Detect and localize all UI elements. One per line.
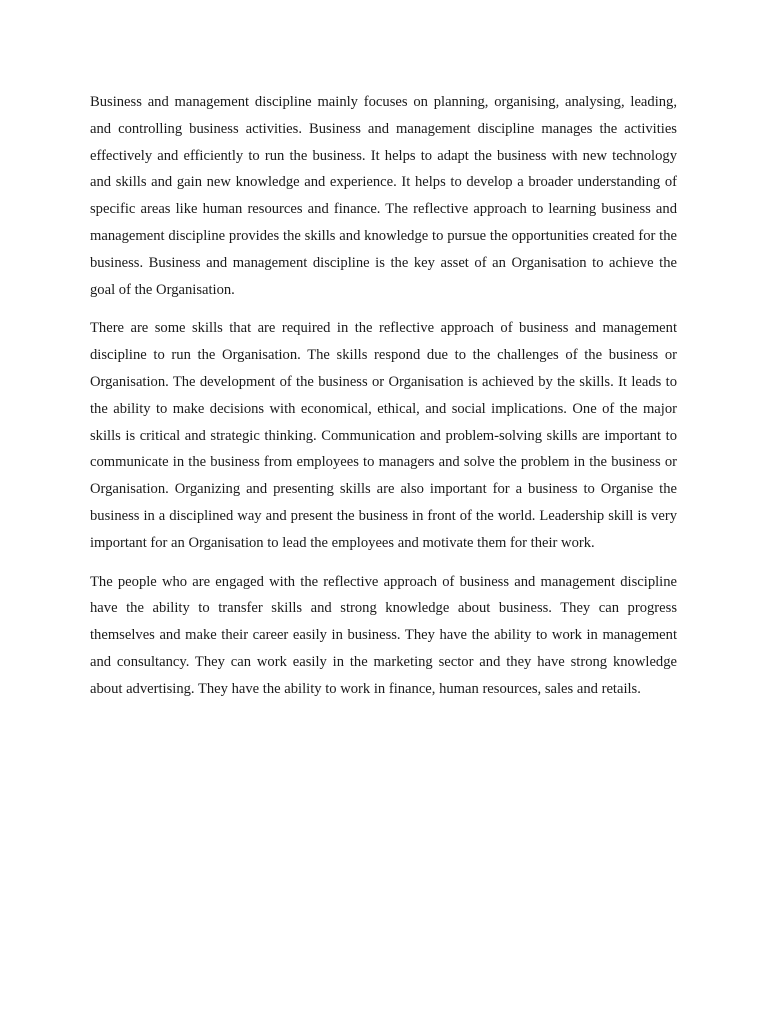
body-text — [90, 89, 677, 715]
paragraph-3: The people who are engaged with the reflective approach of business and management discipline have the ability to transfer skills and strong knowledge about business. They can progress themselves and make their career easily in business. They have the ability to work in management and consultancy. They can work easily in the marketing sector and they have strong knowledge about advertising. They have the ability to work in finance, human resources, sales and retails. — [90, 573, 677, 697]
paragraph-1: Business and management discipline mainly focuses on planning, organising, analysing, leading, and controlling business activities. Business and management discipline manages the activities effectively and efficiently to run the business. It helps to adapt the business with new technology and skills and gain new knowledge and experience. It helps to develop a broader understanding of specific areas like human resources and finance. The reflective approach to learning business and management discipline provides the skills and knowledge to pursue the opportunities created for the business. Business and management discipline is the key asset of an Organisation to achieve the goal of the Organisation. — [90, 94, 677, 298]
paragraph-2: There are some skills that are required in the reflective approach of business and management discipline to run the Organisation. The skills respond due to the challenges of the business or Organisation. The development of the business or Organisation is achieved by the skills. It leads to the ability to make decisions with economical, ethical, and social implications. One of the major skills is critical and strategic thinking. Communication and problem-solving skills are important to communicate in the business from employees to managers and solve the problem in the business or Organisation. Organizing and presenting skills are also important for a business to Organise the business in a disciplined way and present the business in front of the world. Leadership skill is very important for an Organisation to lead the employees and motivate them for their work. — [90, 320, 677, 551]
